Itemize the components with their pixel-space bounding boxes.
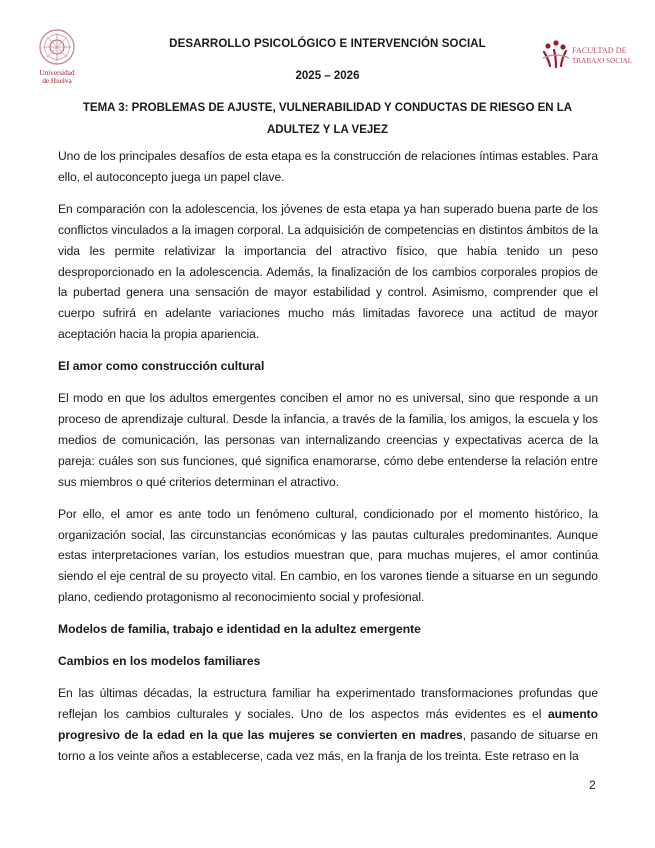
section-heading: El amor como construcción cultural bbox=[58, 359, 265, 374]
academic-year: 2025 – 2026 bbox=[295, 70, 360, 82]
paragraph: En comparación con la adolescencia, los jóvenes de esta etapa ya han superado buena parte de los conflictos vinculados a la imagen corporal. La adquisición de competencias en distintos ámbitos de la vida les permite relativizar la importancia del atractivo físico, que había tenido un peso desproporcionado en la adolescencia. Además, la finalización de los cambios corporales propios de la pubertad genera una sensación de mayor estabilidad y control. Asimismo, comprender que el cuerpo sufrirá en adelante variaciones mucho más limitadas favorece una actitud de mayor aceptación hacia la propia apariencia. bbox=[58, 201, 598, 342]
bold-emphasis: aumento progresivo de la edad en la que las mujeres se convierten en madres bbox=[58, 706, 598, 742]
document-body bbox=[58, 146, 598, 778]
faculty-logo bbox=[541, 38, 633, 70]
subsection-heading: Cambios en los modelos familiares bbox=[58, 654, 261, 669]
faculty-logo-line-1: FACULTAD DE bbox=[572, 46, 627, 55]
university-seal-logo bbox=[34, 28, 80, 90]
paragraph: Por ello, el amor es ante todo un fenómeno cultural, condicionado por el momento histórico, la organización social, las circunstancias económicas y las pautas culturales predominantes. Aunque estas interpretaciones varían, los estudios muestran que, para muchas mujeres, el amor continúa siendo el eje central de su proyecto vital. En cambio, en los varones tiende a situarse en un segundo plano, cediendo protagonismo al reconocimiento social y profesional. bbox=[58, 506, 598, 605]
paragraph: El modo en que los adultos emergentes conciben el amor no es universal, sino que responde a un proceso de aprendizaje cultural. Desde la infancia, a través de la familia, los amigos, la escuela y los medios de comunicación, las personas van internalizando creencias y expectativas acerca de la pareja: cuáles son sus funciones, qué significa enamorarse, cómo debe entenderse la relación entre sus miembros o qué criterios determinan el atractivo. bbox=[58, 391, 598, 489]
university-logo-line-1: Universidad bbox=[39, 69, 75, 77]
university-logo-line-2: de Huelva bbox=[42, 77, 72, 85]
paragraph bbox=[58, 683, 598, 767]
paragraph: Uno de los principales desafíos de esta etapa es la construcción de relaciones íntimas estables. Para ello, el autoconcepto juega un papel clave. bbox=[58, 149, 598, 184]
topic-title: TEMA 3: PROBLEMAS DE AJUSTE, VULNERABILIDAD Y CONDUCTAS DE RIESGO EN LA ADULTEZ Y LA VEJEZ bbox=[82, 102, 573, 136]
paragraph-text: En las últimas décadas, la estructura familiar ha experimentado transformaciones profundas que reflejan los cambios culturales y sociales. Uno de los aspectos más evidentes es el bbox=[58, 685, 598, 721]
course-title: DESARROLLO PSICOLÓGICO E INTERVENCIÓN SOCIAL bbox=[169, 38, 486, 50]
section-heading: Modelos de familia, trabajo e identidad en la adultez emergente bbox=[58, 622, 421, 637]
faculty-logo-line-2: TRABAJO SOCIAL bbox=[572, 57, 633, 65]
paragraph-text: , pasando de situarse en torno a los veinte años a establecerse, cada vez más, en la franja de los treinta. Este retraso en la bbox=[58, 727, 598, 763]
page-number: 2 bbox=[589, 778, 596, 792]
